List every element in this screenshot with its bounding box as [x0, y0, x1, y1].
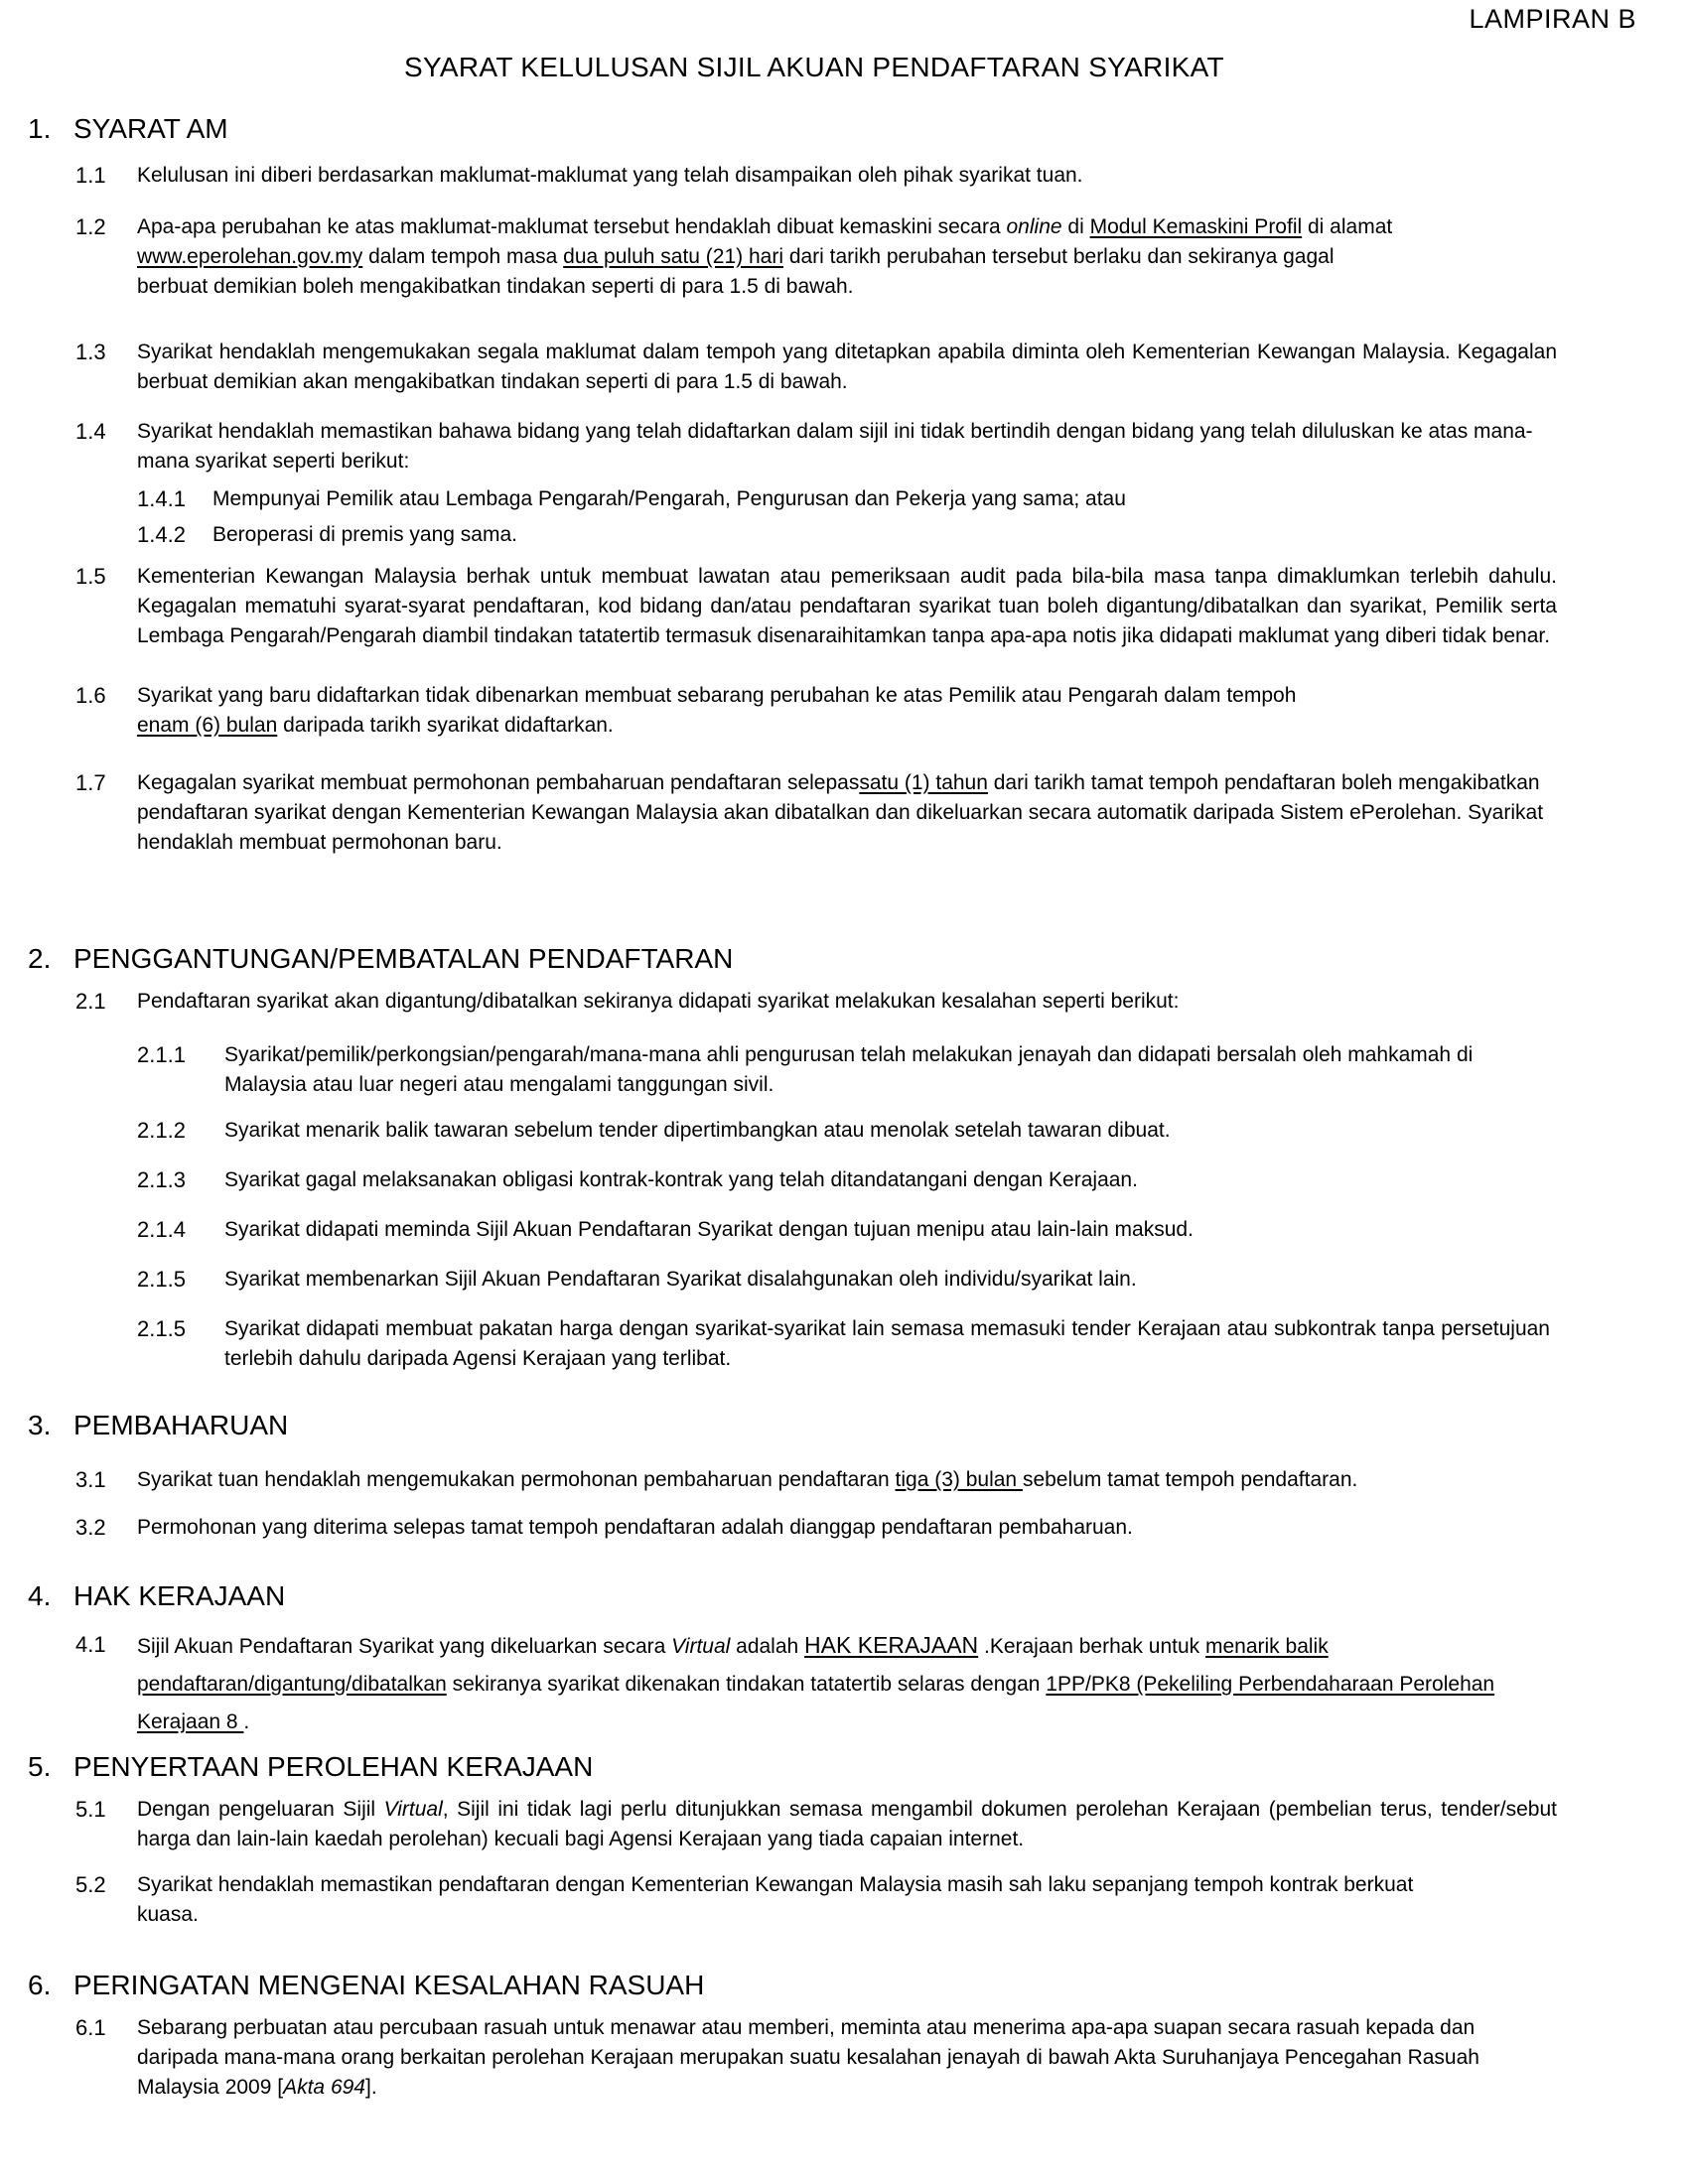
text-part: di — [1061, 215, 1090, 238]
section-penggantungan — [28, 941, 1550, 1374]
document-title: SYARAT KELULUSAN SIJIL AKUAN PENDAFTARAN SYARIKAT — [404, 52, 1224, 82]
eperolehan-url-link[interactable]: www.eperolehan.gov.my — [137, 245, 363, 268]
tempoh-3-bulan: tiga (3) bulan — [895, 1468, 1023, 1491]
text-part: sebelum tamat tempoh pendaftaran. — [1022, 1468, 1358, 1491]
clause-3-1 — [28, 1465, 1547, 1495]
clause-2-1-2 — [28, 1116, 1547, 1146]
subclause-text: Syarikat membenarkan Sijil Akuan Pendaftaran Syarikat disalahgunakan oleh individu/syarikat lain. — [224, 1268, 1137, 1291]
section-title: PENYERTAAN PEROLEHAN KERAJAAN — [73, 1751, 594, 1782]
section-number: 6. — [28, 1970, 52, 2000]
clause-number: 1.4 — [75, 419, 106, 444]
clause-text — [137, 1795, 1557, 1854]
akta-694-term: Akta 694 — [283, 2076, 365, 2099]
clause-text — [137, 2013, 1557, 2103]
clause-text — [137, 1465, 1547, 1495]
text-part: . — [243, 1710, 250, 1733]
clause-number: 1.7 — [75, 770, 106, 795]
tempoh-6-bulan: enam (6) bulan — [137, 714, 278, 737]
section-heading — [28, 1968, 1547, 2003]
subclause-text: Syarikat/pemilik/perkongsian/pengarah/mana-mana ahli pengurusan telah melakukan jenayah dan didapati bersalah oleh mahkamah di Malaysia atau luar negeri atau mengalami tanggungan sivil. — [224, 1043, 1474, 1096]
clause-1-5 — [28, 562, 1557, 651]
subclause-text: Mempunyai Pemilik atau Lembaga Pengarah/Pengarah, Pengurusan dan Pekerja yang sama; atau — [212, 487, 1126, 510]
clause-text — [137, 681, 1388, 741]
clause-number: 1.1 — [75, 163, 106, 188]
virtual-term: Virtual — [671, 1635, 731, 1658]
clause-number: 1.6 — [75, 683, 106, 708]
clause-text — [137, 768, 1557, 858]
clause-1-2 — [28, 212, 1408, 302]
section-title: PENGGANTUNGAN/PEMBATALAN PENDAFTARAN — [73, 943, 734, 974]
section-number: 2. — [28, 943, 52, 974]
clause-6-1 — [28, 2013, 1557, 2103]
section-rasuah — [28, 1968, 1547, 2103]
clause-1-4-1 — [28, 484, 1547, 514]
clause-2-1-1 — [28, 1040, 1550, 1100]
clause-5-2 — [28, 1870, 1428, 1930]
clause-text: Permohonan yang diterima selepas tamat tempoh pendaftaran adalah dianggap pendaftaran pembaharuan. — [137, 1516, 1133, 1539]
clause-1-7 — [28, 768, 1557, 858]
section-pembaharuan — [28, 1408, 1547, 1543]
clause-5-1 — [28, 1795, 1557, 1854]
lampiran-label: LAMPIRAN B — [1469, 4, 1636, 34]
clause-text: Syarikat hendaklah memastikan bahawa bidang yang telah didaftarkan dalam sijil ini tidak bertindih dengan bidang yang telah diluluskan ke atas mana-mana syarikat seperti berikut: — [137, 420, 1533, 473]
section-heading — [28, 1408, 1547, 1443]
clause-number: 6.1 — [75, 2015, 106, 2040]
text-part: , Sijil ini tidak lagi perlu ditunjukkan semasa mengambil dokumen perolehan Kerajaan (pembelian terus, tender/sebut harga dan lain-lain kaedah perolehan) kecuali bagi Agensi Kerajaan yang tiada capaian internet. — [137, 1798, 1557, 1850]
clause-text: Kelulusan ini diberi berdasarkan maklumat-maklumat yang telah disampaikan oleh pihak syarikat tuan. — [137, 164, 1083, 187]
section-hak-kerajaan — [28, 1578, 1547, 1741]
clause-2-1-5 — [28, 1265, 1547, 1295]
clause-1-4 — [28, 417, 1557, 477]
text-part: Kegagalan syarikat membuat permohonan pembaharuan pendaftaran selepas — [137, 771, 860, 794]
section-title: SYARAT AM — [73, 113, 228, 144]
text-part: Sebarang perbuatan atau percubaan rasuah untuk menawar atau memberi, meminta atau menerima apa-apa suapan secara rasuah kepada dan daripada mana-mana orang berkaitan perolehan Kerajaan merupakan suatu kesalahan jenayah di bawah Akta Suruhanjaya Pencegahan Rasuah Malaysia 2009 [ — [137, 2016, 1479, 2099]
section-title: HAK KERAJAAN — [73, 1580, 286, 1611]
tempoh-21-hari: dua puluh satu (21) hari — [563, 245, 783, 268]
clause-number: 5.1 — [75, 1797, 106, 1822]
clause-number: 3.2 — [75, 1515, 106, 1540]
online-term: online — [1006, 215, 1062, 238]
section-number: 4. — [28, 1580, 52, 1611]
text-part: dari tarikh perubahan tersebut berlaku dan sekiranya gagal berbuat demikian boleh mengakibatkan tindakan seperti di para 1.5 di bawah. — [137, 245, 1335, 298]
clause-number: 1.2 — [75, 214, 106, 239]
text-part: Dengan pengeluaran Sijil — [137, 1798, 384, 1821]
clause-2-1 — [28, 987, 1547, 1017]
section-heading — [28, 941, 1547, 977]
subclause-text: Syarikat menarik balik tawaran sebelum tender dipertimbangkan atau menolak setelah tawaran dibuat. — [224, 1119, 1171, 1142]
subclause-text: Syarikat gagal melaksanakan obligasi kontrak-kontrak yang telah ditandatangani dengan Kerajaan. — [224, 1168, 1138, 1191]
section-number: 1. — [28, 113, 52, 144]
subclause-number: 2.1.5 — [137, 1267, 186, 1292]
section-penyertaan — [28, 1749, 1557, 1930]
text-part: adalah — [730, 1635, 805, 1658]
virtual-term: Virtual — [383, 1798, 443, 1821]
text-part: Sijil Akuan Pendaftaran Syarikat yang dikeluarkan secara — [137, 1635, 672, 1658]
clause-4-1 — [28, 1626, 1547, 1741]
clause-3-2 — [28, 1513, 1547, 1543]
clause-text — [137, 1626, 1547, 1741]
section-number: 5. — [28, 1751, 52, 1782]
modul-kemaskini-link[interactable]: Modul Kemaskini Profil — [1089, 215, 1303, 238]
clause-2-1-5b — [28, 1314, 1550, 1374]
text-part: sekiranya syarikat dikenakan tindakan tatatertib selaras dengan — [446, 1673, 1047, 1696]
subclause-number: 2.1.1 — [137, 1042, 186, 1067]
subclause-number: 2.1.4 — [137, 1217, 186, 1242]
clause-text: Pendaftaran syarikat akan digantung/dibatalkan sekiranya didapati syarikat melakukan kesalahan seperti berikut: — [137, 990, 1180, 1013]
clause-number: 1.5 — [75, 564, 106, 589]
clause-1-3 — [28, 338, 1557, 397]
text-part: Apa-apa perubahan ke atas maklumat-maklumat tersebut hendaklah dibuat kemaskini secara — [137, 215, 1007, 238]
clause-text — [137, 212, 1408, 302]
clause-1-4-2 — [28, 520, 1547, 550]
clause-2-1-3 — [28, 1165, 1547, 1195]
subclause-number: 1.4.2 — [137, 522, 186, 547]
clause-number: 2.1 — [75, 989, 106, 1014]
subclause-text: Syarikat didapati meminda Sijil Akuan Pendaftaran Syarikat dengan tujuan menipu atau lain-lain maksud. — [224, 1218, 1194, 1241]
subclause-number: 2.1.5 — [137, 1316, 186, 1341]
section-title: PEMBAHARUAN — [73, 1410, 289, 1440]
clause-text: Kementerian Kewangan Malaysia berhak untuk membuat lawatan atau pemeriksaan audit pada bila-bila masa tanpa dimaklumkan terlebih dahulu. Kegagalan mematuhi syarat-syarat pendaftaran, kod bidang dan/atau pendaftaran syarikat tuan boleh digantung/dibatalkan dan syarikat, Pemilik serta Lembaga Pengarah/Pengarah diambil tindakan tatatertib termasuk disenaraihitamkan tanpa apa-apa notis jika didapati maklumat yang diberi tidak benar. — [137, 565, 1557, 647]
section-heading — [28, 1578, 1547, 1614]
subclause-number: 1.4.1 — [137, 486, 186, 511]
clause-number: 4.1 — [75, 1632, 106, 1657]
clause-2-1-4 — [28, 1215, 1547, 1245]
text-part: dari tarikh tamat tempoh pendaftaran boleh mengakibatkan pendaftaran syarikat dengan Kementerian Kewangan Malaysia akan dibatalkan dan dikeluarkan secara automatik daripada Sistem ePerolehan. Syarikat hendaklah membuat permohonan baru. — [137, 771, 1544, 854]
text-part: Syarikat yang baru didaftarkan tidak dibenarkan membuat sebarang perubahan ke atas Pemilik atau Pengarah dalam tempoh — [137, 684, 1297, 707]
clause-1-1 — [28, 161, 1547, 191]
clause-text: Syarikat hendaklah mengemukakan segala maklumat dalam tempoh yang ditetapkan apabila diminta oleh Kementerian Kewangan Malaysia. Kegagalan berbuat demikian akan mengakibatkan tindakan seperti di para 1.5 di bawah. — [137, 341, 1557, 393]
section-heading — [28, 111, 1547, 147]
text-part: Syarikat tuan hendaklah mengemukakan permohonan pembaharuan pendaftaran — [137, 1468, 896, 1491]
text-part: dalam tempoh masa — [362, 245, 564, 268]
tempoh-1-tahun: satu (1) tahun — [859, 771, 988, 794]
clause-1-6 — [28, 681, 1388, 741]
section-title: PERINGATAN MENGENAI KESALAHAN RASUAH — [73, 1970, 705, 2000]
text-part: .Kerajaan berhak untuk — [978, 1635, 1205, 1658]
section-number: 3. — [28, 1410, 52, 1440]
pekeliling-reference: 1PP/PK8 (Pekeliling Perbendaharaan Perolehan Kerajaan 8 — [137, 1673, 1495, 1733]
subclause-number: 2.1.2 — [137, 1118, 186, 1143]
section-heading — [28, 1749, 1547, 1785]
section-syarat-am — [28, 111, 1557, 858]
clause-number: 1.3 — [75, 340, 106, 364]
subclause-text: Beroperasi di premis yang sama. — [212, 523, 517, 546]
clause-number: 3.1 — [75, 1467, 106, 1492]
text-part: daripada tarikh syarikat didaftarkan. — [277, 714, 614, 737]
menarik-balik-term: menarik balik pendaftaran/digantung/dibatalkan — [137, 1635, 1329, 1696]
clause-number: 5.2 — [75, 1872, 106, 1897]
subclause-text: Syarikat didapati membuat pakatan harga dengan syarikat-syarikat lain semasa memasuki tender Kerajaan atau subkontrak tanpa persetujuan terlebih dahulu daripada Agensi Kerajaan yang terlibat. — [224, 1317, 1550, 1370]
hak-kerajaan-term: HAK KERAJAAN — [804, 1632, 979, 1658]
subclause-number: 2.1.3 — [137, 1167, 186, 1192]
clause-text: Syarikat hendaklah memastikan pendaftaran dengan Kementerian Kewangan Malaysia masih sah laku sepanjang tempoh kontrak berkuat kuasa. — [137, 1873, 1414, 1926]
text-part: ]. — [365, 2076, 377, 2099]
text-part: di alamat — [1302, 215, 1393, 238]
